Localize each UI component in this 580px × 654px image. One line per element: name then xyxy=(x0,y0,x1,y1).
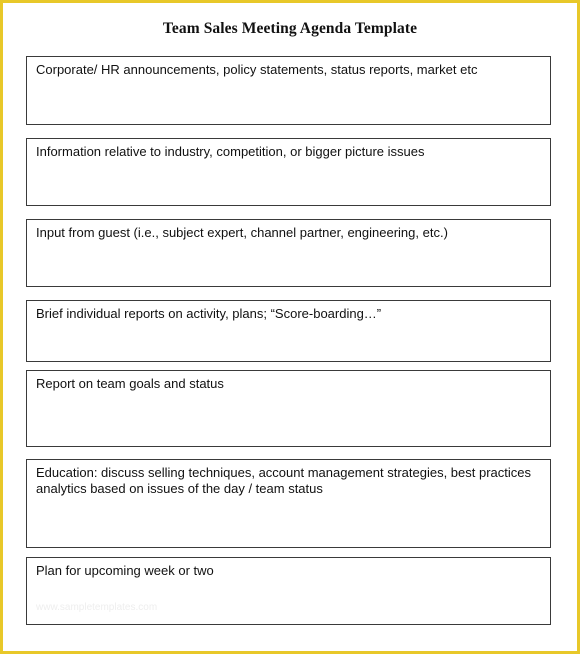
agenda-item-text-line-1: Education: discuss selling techniques, account management strategies, best practices xyxy=(36,465,531,480)
agenda-item-text-line-2: analytics based on issues of the day / team status xyxy=(36,481,323,496)
agenda-item-text: Plan for upcoming week or two xyxy=(36,563,214,578)
agenda-item-text: Input from guest (i.e., subject expert, channel partner, engineering, etc.) xyxy=(36,225,448,240)
agenda-item-text: Corporate/ HR announcements, policy statements, status reports, market etc xyxy=(36,62,478,77)
agenda-item-text: Brief individual reports on activity, plans; “Score-boarding…” xyxy=(36,306,382,321)
agenda-box-guest-input xyxy=(26,219,551,287)
watermark-text: www.sampletemplates.com xyxy=(36,602,158,613)
document-page xyxy=(3,3,577,651)
agenda-box-upcoming-plan xyxy=(26,557,551,625)
agenda-box-education xyxy=(26,459,551,548)
agenda-box-individual-reports xyxy=(26,300,551,362)
agenda-item-text: Report on team goals and status xyxy=(36,376,224,391)
agenda-box-team-goals xyxy=(26,370,551,447)
page-title: Team Sales Meeting Agenda Template xyxy=(162,20,418,37)
agenda-box-industry-information xyxy=(26,138,551,206)
agenda-box-corporate-announcements xyxy=(26,56,551,125)
agenda-item-text: Information relative to industry, competition, or bigger picture issues xyxy=(36,144,425,159)
